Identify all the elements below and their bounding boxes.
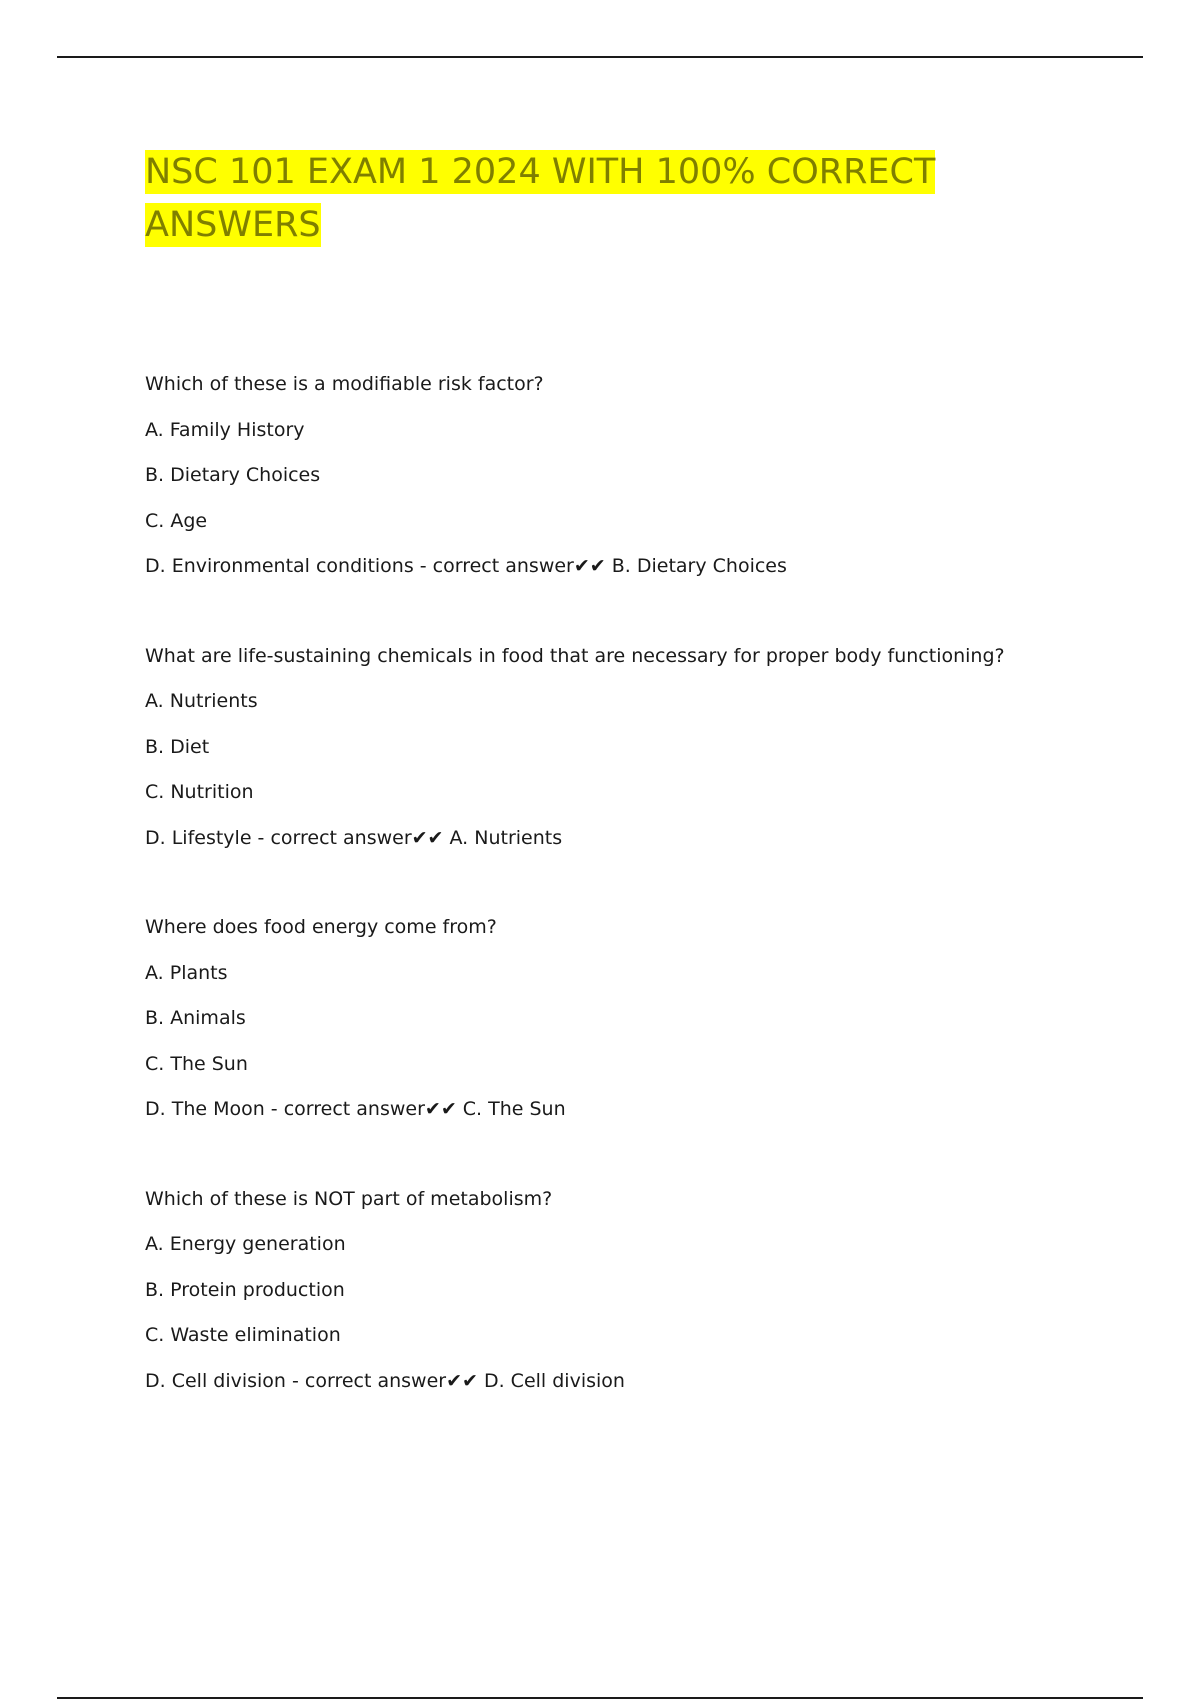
answer-option: A. Family History — [145, 418, 305, 441]
answer-option: C. Age — [145, 509, 208, 532]
question-1 — [145, 362, 1105, 590]
question-list — [145, 362, 1105, 1404]
question-3 — [145, 905, 1105, 1133]
answer-option-with-correct-answer: D. Cell division - correct answer✔✔ D. Cell division — [145, 1369, 625, 1392]
question-prompt: What are life-sustaining chemicals in food that are necessary for proper body functioning? — [145, 644, 1005, 667]
question-prompt: Which of these is a modifiable risk factor? — [145, 373, 544, 395]
answer-option: A. Plants — [145, 961, 228, 984]
answer-option: C. The Sun — [145, 1052, 248, 1075]
answer-option: B. Diet — [145, 735, 210, 758]
document-title — [145, 146, 945, 252]
question-2 — [145, 634, 1105, 862]
question-prompt: Which of these is NOT part of metabolism? — [145, 1187, 553, 1210]
answer-option: B. Animals — [145, 1007, 246, 1029]
answer-option: B. Dietary Choices — [145, 464, 321, 486]
answer-option: A. Energy generation — [145, 1233, 346, 1255]
header-rule — [57, 56, 1143, 58]
footer-rule — [57, 1697, 1143, 1699]
highlighted-title-text: NSC 101 EXAM 1 2024 WITH 100% CORRECT ANSWERS — [145, 152, 936, 245]
document-body — [145, 146, 1105, 1448]
answer-option: A. Nutrients — [145, 690, 258, 712]
question-4 — [145, 1177, 1105, 1405]
answer-option-with-correct-answer: D. The Moon - correct answer✔✔ C. The Sun — [145, 1098, 566, 1120]
answer-option: C. Waste elimination — [145, 1324, 341, 1346]
question-prompt: Where does food energy come from? — [145, 916, 497, 938]
answer-option: B. Protein production — [145, 1278, 345, 1301]
answer-option: C. Nutrition — [145, 781, 254, 803]
answer-option-with-correct-answer: D. Lifestyle - correct answer✔✔ A. Nutrients — [145, 826, 563, 849]
answer-option-with-correct-answer: D. Environmental conditions - correct answer✔✔ B. Dietary Choices — [145, 555, 787, 577]
